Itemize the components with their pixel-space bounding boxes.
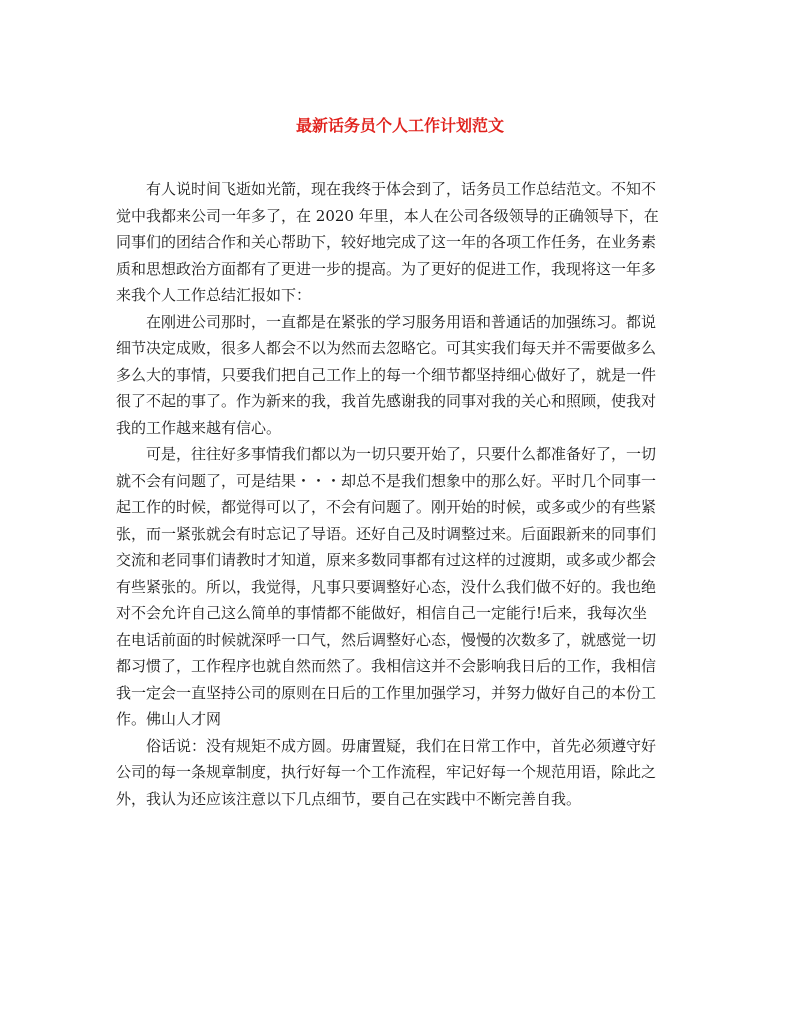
paragraph-line: 来我个人工作总结汇报如下： [116,286,312,304]
paragraph-line: 我的工作越来越有信心。 [116,418,282,437]
document-title: 最新话务员个人工作计划范文 [295,116,504,135]
paragraph-line: 都习惯了，工作程序也就自然而然了。我相信这并不会影响我日后的工作，我相信 [116,657,657,675]
paragraph-line: 公司的每一条规章制度，执行好每一个工作流程，牢记好每一个规范用语，除此之 [116,763,657,781]
paragraph-line: 外，我认为还应该注意以下几点细节，要自己在实践中不断完善自我。 [116,789,582,808]
paragraph-line: 可是，往往好多事情我们都以为一切只要开始了，只要什么都准备好了，一切 [146,445,657,463]
paragraph-1 [116,176,682,309]
paragraph-line: 细节决定成败，很多人都会不以为然而去忽略它。可其实我们每天并不需要做多么 [116,339,657,357]
paragraph-line: 就不会有问题了，可是结果・・・却总不是我们想象中的那么好。平时几个同事一 [116,471,657,490]
document-body [116,176,682,812]
paragraph-line: 俗话说：没有规矩不成方圆。毋庸置疑，我们在日常工作中，首先必须遵守好 [146,736,657,755]
paragraph-3 [116,441,682,733]
paragraph-line: 交流和老同事们请教时才知道，原来多数同事都有过这样的过渡期，或多或少都会 [116,551,657,569]
paragraph-line: 对不会允许自己这么简单的事情都不能做好，相信自己一定能行!后来，我每次坐 [116,604,648,622]
paragraph-line: 同事们的团结合作和关心帮助下，较好地完成了这一年的各项工作任务，在业务素 [116,233,657,251]
paragraph-line: 在刚进公司那时，一直都是在紧张的学习服务用语和普通话的加强练习。都说 [146,312,657,331]
paragraph-line: 张，而一紧张就会有时忘记了导语。还好自己及时调整过来。后面跟新来的同事们 [116,524,657,543]
paragraph-line: 质和思想政治方面都有了更进一步的提高。为了更好的促进工作，我现将这一年多 [116,259,657,278]
paragraph-line: 有些紧张的。所以，我觉得，凡事只要调整好心态，没什么我们做不好的。我也绝 [116,577,657,596]
paragraph-line: 在电话前面的时候就深呼一口气，然后调整好心态，慢慢的次数多了，就感觉一切 [116,630,657,649]
paragraph-4 [116,733,682,813]
paragraph-line: 觉中我都来公司一年多了，在 2020 年里，本人在公司各级领导的正确领导下，在 [116,206,659,225]
paragraph-line: 多么大的事情，只要我们把自己工作上的每一个细节都坚持细心做好了，就是一件 [116,365,657,384]
paragraph-line: 作。佛山人才网 [116,710,222,728]
paragraph-line: 我一定会一直坚持公司的原则在日后的工作里加强学习，并努力做好自己的本份工 [116,683,657,702]
paragraph-line: 有人说时间飞逝如光箭，现在我终于体会到了，话务员工作总结范文。不知不 [146,180,657,198]
paragraph-line: 很了不起的事了。作为新来的我，我首先感谢我的同事对我的关心和照顾，使我对 [116,392,657,410]
paragraph-2 [116,309,682,442]
paragraph-line: 起工作的时候，都觉得可以了，不会有问题了。刚开始的时候，或多或少的有些紧 [116,498,657,516]
